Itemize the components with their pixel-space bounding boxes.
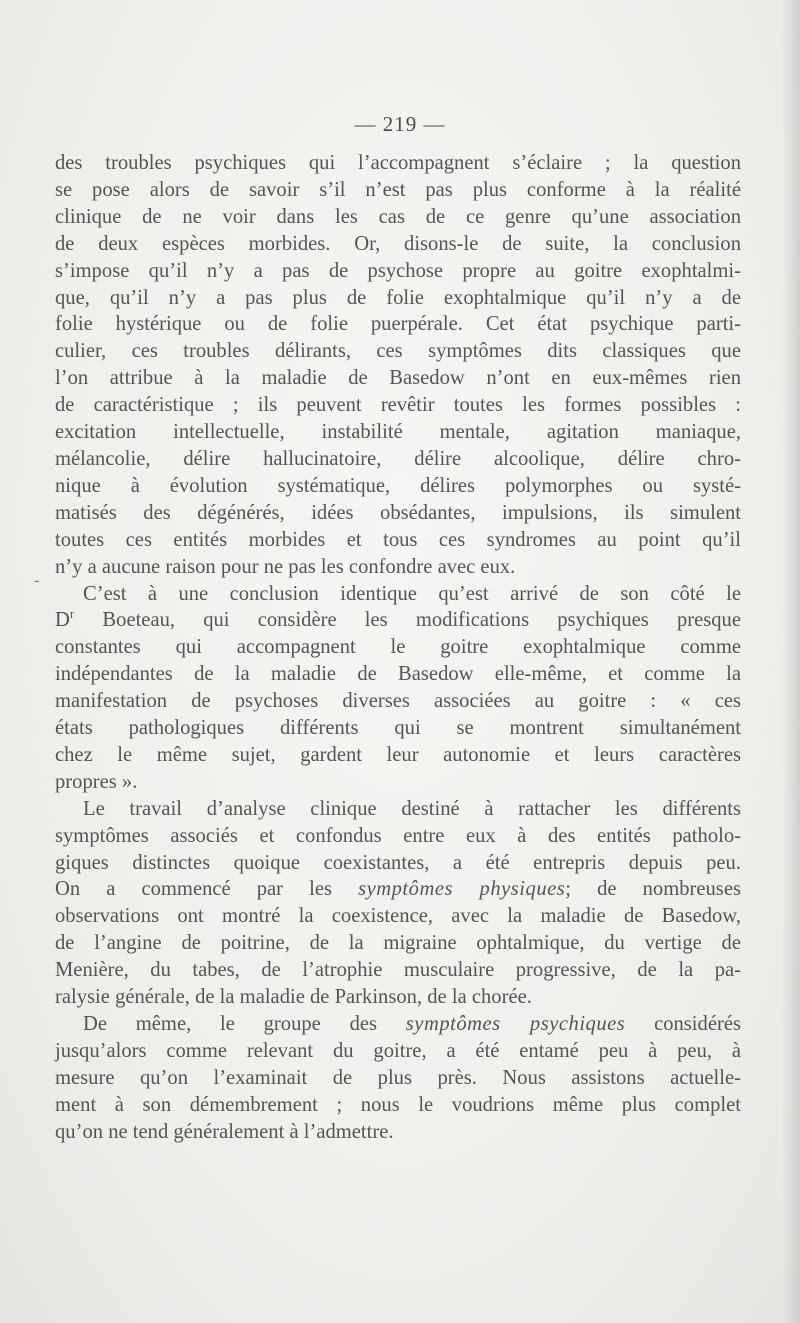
text-line: manifestation de psychoses diverses associées au goitre : « ces — [55, 690, 741, 713]
page-number: — 219 — — [354, 112, 446, 136]
italic-phrase: symptômes physiques — [358, 878, 566, 901]
text-line: clinique de ne voir dans les cas de ce genre qu’une association — [55, 205, 741, 228]
text-line: folie hystérique ou de folie puerpérale. Cet état psychique parti- — [55, 313, 741, 336]
text-line: états pathologiques différents qui se montrent simultanément — [55, 717, 741, 740]
text-line: excitation intellectuelle, instabilité mentale, agitation maniaque, — [55, 421, 741, 444]
text-line: mesure qu’on l’examinait de plus près. Nous assistons actuelle- — [55, 1066, 741, 1089]
text-line: ment à son démembrement ; nous le voudrions même plus complet — [55, 1093, 741, 1116]
paragraph-2 — [55, 581, 741, 796]
text-line: n’y a aucune raison pour ne pas les confondre avec eux. — [55, 555, 516, 578]
margin-mark: - — [34, 572, 40, 589]
text-line: jusqu’alors comme relevant du goitre, a été entamé peu à peu, à — [55, 1039, 741, 1062]
text-line: De même, le groupe des symptômes psychiques considérés — [83, 1013, 741, 1035]
text-line: ralysie générale, de la maladie de Parkinson, de la chorée. — [55, 986, 532, 1009]
text-line: $D^r$ Boeteau, qui considère les modifications psychiques presque — [55, 606, 741, 632]
text-line: qu’on ne tend généralement à l’admettre. — [55, 1120, 394, 1143]
text-line: chez le même sujet, gardent leur autonomie et leurs caractères — [55, 743, 741, 766]
text-line: symptômes associés et confondus entre eux à des entités patholo- — [55, 824, 741, 847]
text-line: matisés des dégénérés, idées obsédantes, impulsions, ils simulent — [55, 501, 741, 524]
text-line: que, qu’il n’y a pas plus de folie exophtalmique qu’il n’y a de — [55, 286, 741, 309]
text-line: Menière, du tabes, de l’atrophie musculaire progressive, de la pa- — [55, 959, 741, 982]
text-line: C’est à une conclusion identique qu’est arrivé de son côté le — [83, 582, 741, 605]
body-text — [55, 150, 741, 1146]
text-line: observations ont montré la coexistence, avec la maladie de Basedow, — [55, 905, 741, 928]
italic-phrase: symptômes psychiques — [405, 1013, 626, 1035]
text-line: de l’angine de poitrine, de la migraine ophtalmique, du vertige de — [55, 932, 741, 955]
text-line: s’impose qu’il n’y a pas de psychose propre au goitre exophtalmi- — [55, 259, 741, 282]
text-line: propres ». — [55, 770, 138, 793]
paragraph-4 — [55, 1011, 741, 1146]
text-line: se pose alors de savoir s’il n’est pas plus conforme à la réalité — [55, 178, 741, 201]
text-line: mélancolie, délire hallucinatoire, délire alcoolique, délire chro- — [55, 447, 741, 470]
text-line: toutes ces entités morbides et tous ces syndromes au point qu’il — [55, 528, 741, 551]
text-line: constantes qui accompagnent le goitre exophtalmique comme — [55, 636, 741, 659]
text-line: l’on attribue à la maladie de Basedow n’ont en eux-mêmes rien — [55, 367, 741, 390]
paragraph-3 — [55, 796, 741, 1011]
text-line: des troubles psychiques qui l’accompagnent s’éclaire ; la question — [55, 152, 741, 174]
text-line: de deux espèces morbides. Or, disons-le de suite, la conclusion — [55, 232, 741, 255]
text-line: culier, ces troubles délirants, ces symptômes dits classiques que — [55, 340, 741, 363]
text-line: Le travail d’analyse clinique destiné à rattacher les différents — [83, 797, 741, 820]
text-line: giques distinctes quoique coexistantes, a été entrepris depuis peu. — [55, 851, 741, 874]
text-line: indépendantes de la maladie de Basedow elle-même, et comme la — [55, 663, 741, 686]
text-line: de caractéristique ; ils peuvent revêtir toutes les formes possibles : — [55, 394, 741, 417]
page-edge-shadow — [782, 0, 800, 1323]
paragraph-1 — [55, 150, 741, 581]
doctor-abbreviation: $D^r$ — [55, 606, 75, 632]
text-line: On a commencé par les symptômes physiques; de nombreuses — [55, 878, 741, 901]
text-line: nique à évolution systématique, délires polymorphes ou systé- — [55, 474, 741, 497]
